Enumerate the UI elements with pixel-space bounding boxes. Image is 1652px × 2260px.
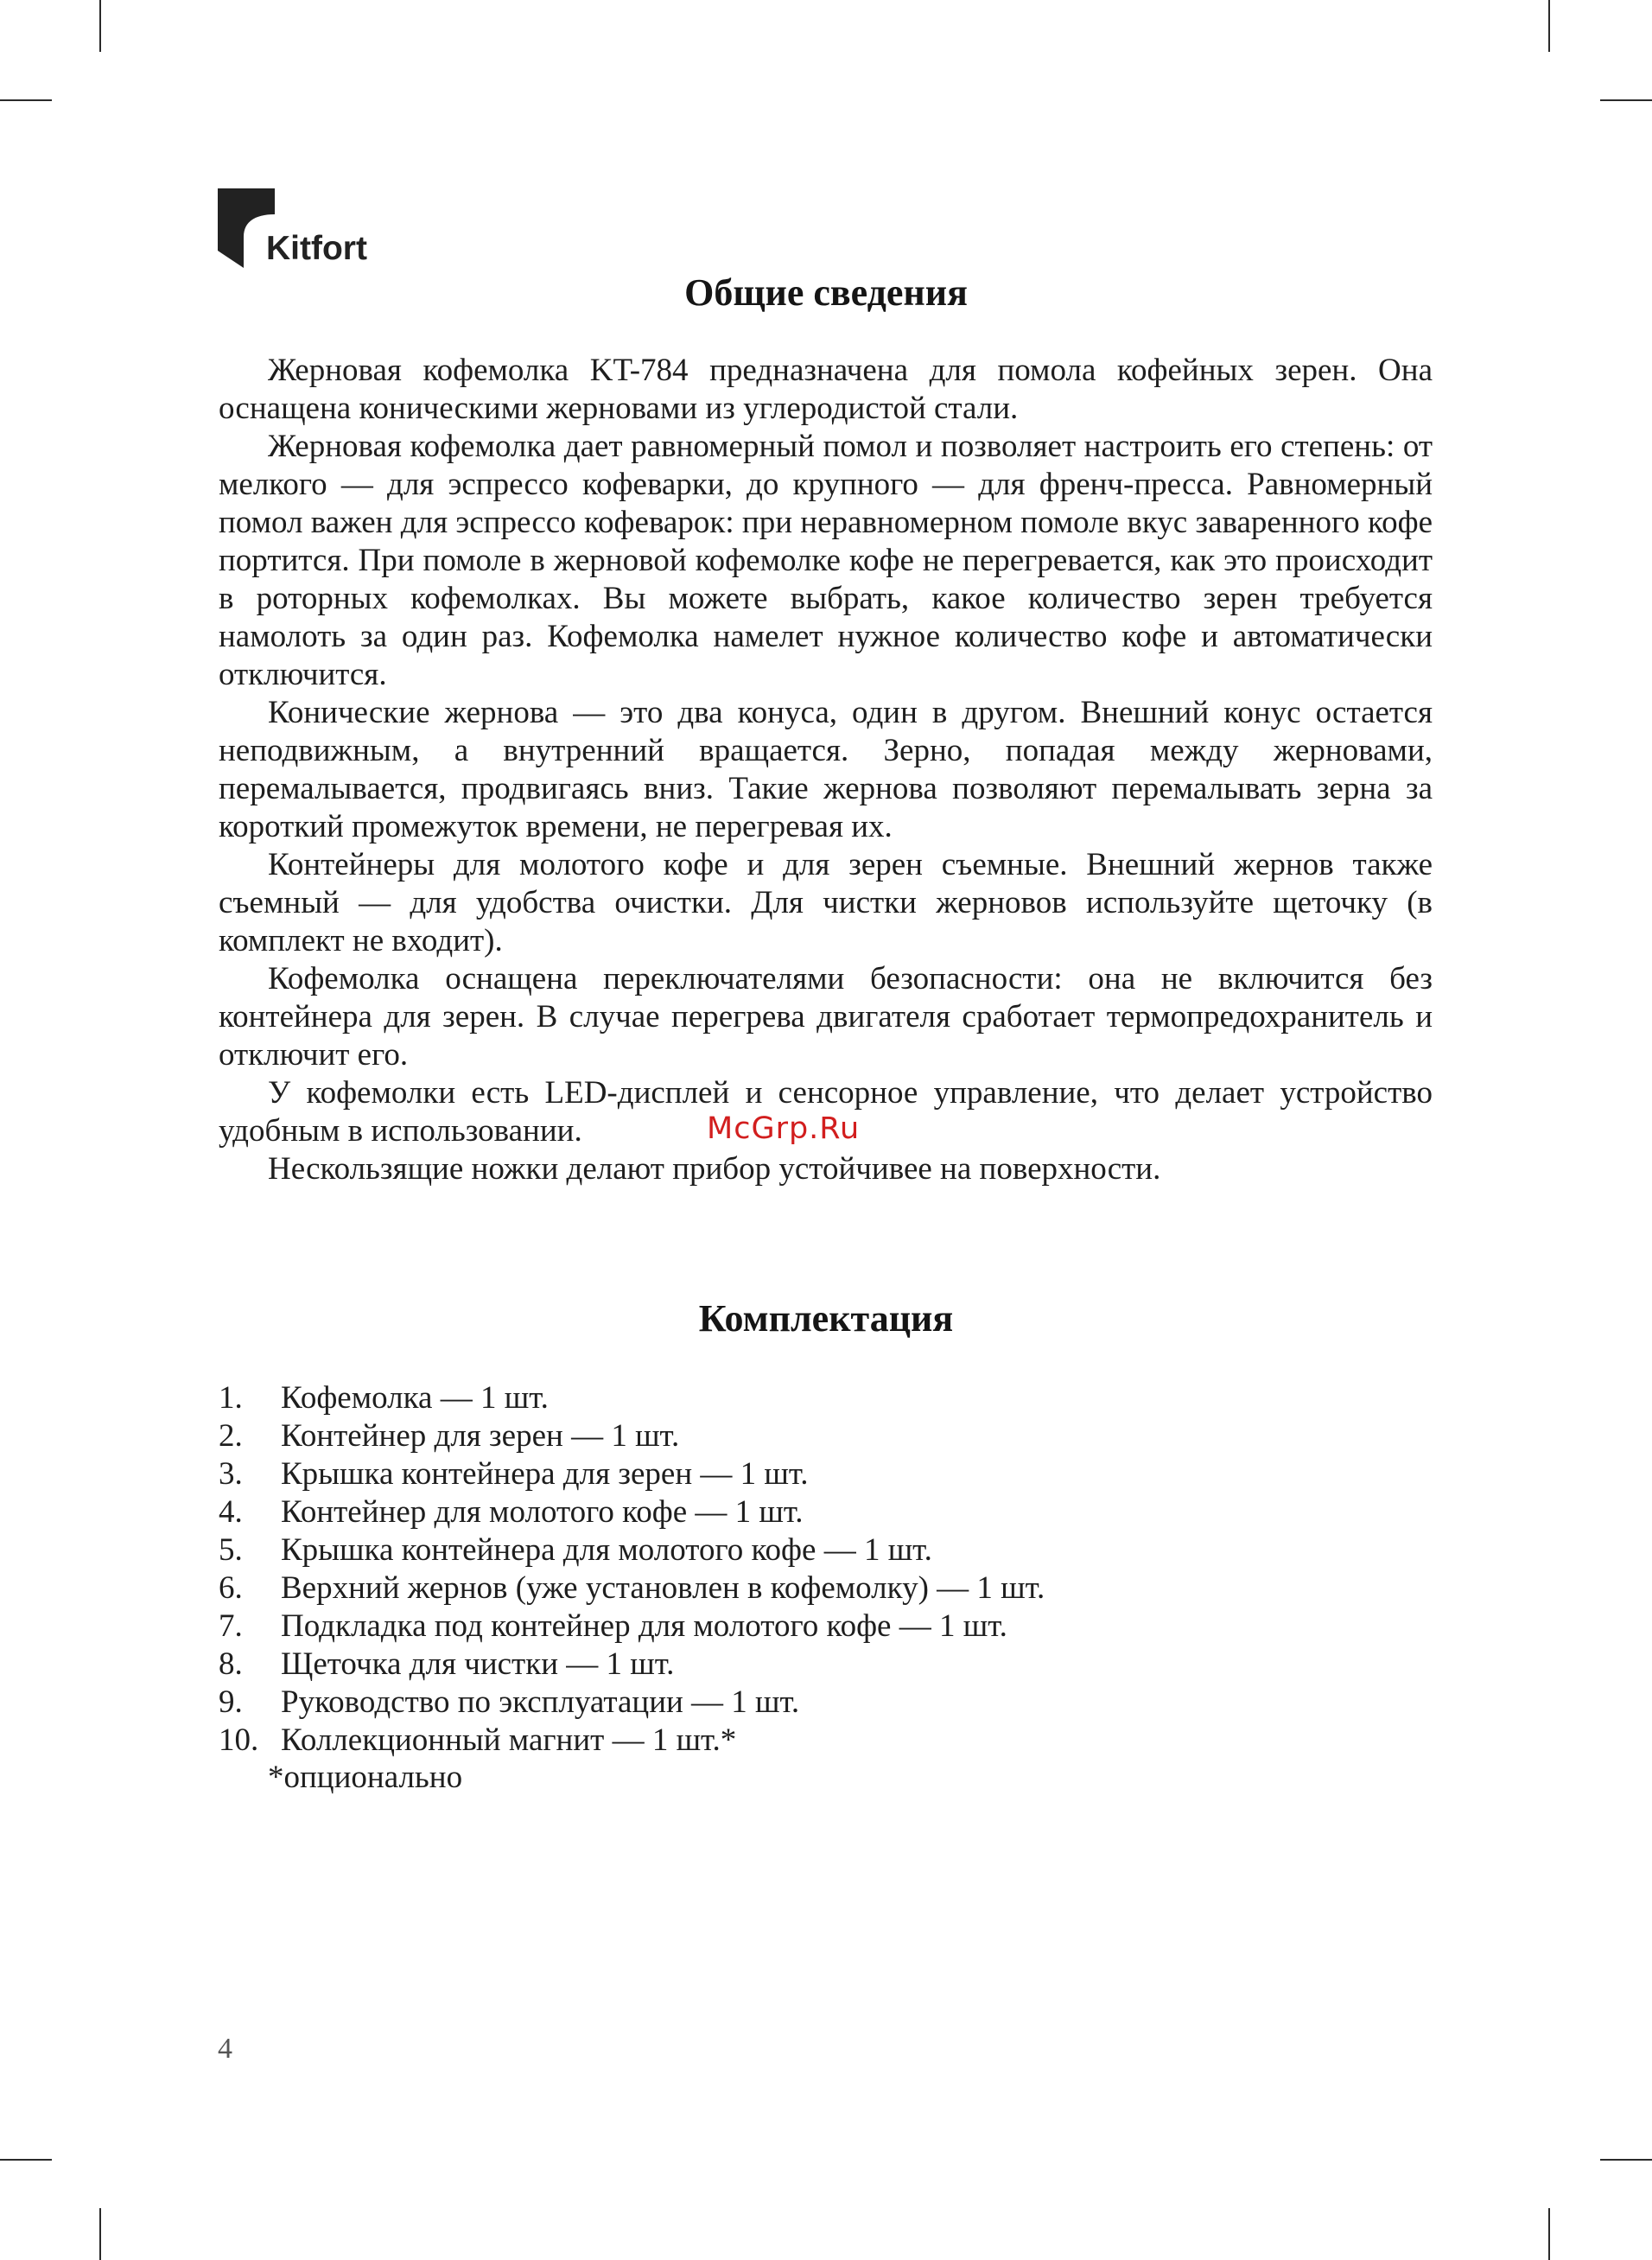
list-item: 2. Контейнер для зерен — 1 шт. [219,1418,680,1454]
page-number: 4 [218,2033,232,2065]
kit-list [219,1379,1342,1760]
list-item: 8. Щеточка для чистки — 1 шт. [219,1646,675,1682]
crop-mark [1548,0,1550,52]
list-item: 10. Коллекционный магнит — 1 шт.* [219,1722,737,1758]
crop-mark [0,99,52,101]
watermark: McGrp.Ru [707,1111,861,1146]
list-item: 3. Крышка контейнера для зерен — 1 шт. [219,1456,809,1492]
footnote: *опционально [268,1760,463,1795]
list-item: 7. Подкладка под контейнер для молотого кофе — 1 шт. [219,1608,1007,1644]
paragraph: Жерновая кофемолка дает равномерный помол и позволяет настроить его степень: от мелкого — для эспрессо кофеварки, до крупного — для френч-пресса. Равномерный помол важен для эспрессо кофеварок: при неравномерном помоле вкус заваренного кофе портится. При помоле в жерновой кофемолке кофе не перегревается, как это происходит в роторных кофемолках. Вы можете выбрать, какое количество зерен требуется намолоть за один раз. Кофемолка намелет нужное количество кофе и автоматически отключится. [219,429,1433,692]
list-item: 5. Крышка контейнера для молотого кофе — 1 шт. [219,1532,932,1568]
section-title-kit: Комплектация [698,1297,954,1340]
general-text [219,352,1433,1188]
crop-mark [1600,2159,1652,2161]
crop-mark [0,2159,52,2161]
crop-mark [99,0,101,52]
paragraph: Жерновая кофемолка KT-784 предназначена для помола кофейных зерен. Она оснащена коническими жерновами из углеродистой стали. [219,353,1433,426]
brand-name: Kitfort [266,230,367,267]
list-item: 9. Руководство по эксплуатации — 1 шт. [219,1684,800,1720]
brand-logo [218,188,391,271]
list-item: 1. Кофемолка — 1 шт. [219,1380,549,1416]
crop-mark [1548,2208,1550,2260]
paragraph: Конические жернова — это два конуса, один в другом. Внешний конус остается неподвижным, а внутренний вращается. Зерно, попадая между жерновами, перемалывается, продвигаясь вниз. Такие жернова позволяют перемалывать зерна за короткий промежуток времени, не перегревая их. [219,695,1433,844]
list-item: 6. Верхний жернов (уже установлен в кофемолку) — 1 шт. [219,1570,1045,1606]
paragraph: Контейнеры для молотого кофе и для зерен съемные. Внешний жернов также съемный — для удобства очистки. Для чистки жерновов используйте щеточку (в комплект не входит). [219,847,1433,958]
crop-mark [1600,99,1652,101]
section-title-general: Общие сведения [684,271,968,314]
crop-mark [99,2208,101,2260]
paragraph: Кофемолка оснащена переключателями безопасности: она не включится без контейнера для зерен. В случае перегрева двигателя сработает термопредохранитель и отключит его. [219,961,1433,1073]
paragraph: Нескользящие ножки делают прибор устойчивее на поверхности. [268,1151,1161,1187]
paragraph: У кофемолки есть LED-дисплей и сенсорное управление, что делает устройство удобным в использовании. [219,1075,1433,1149]
list-item: 4. Контейнер для молотого кофе — 1 шт. [219,1494,804,1530]
